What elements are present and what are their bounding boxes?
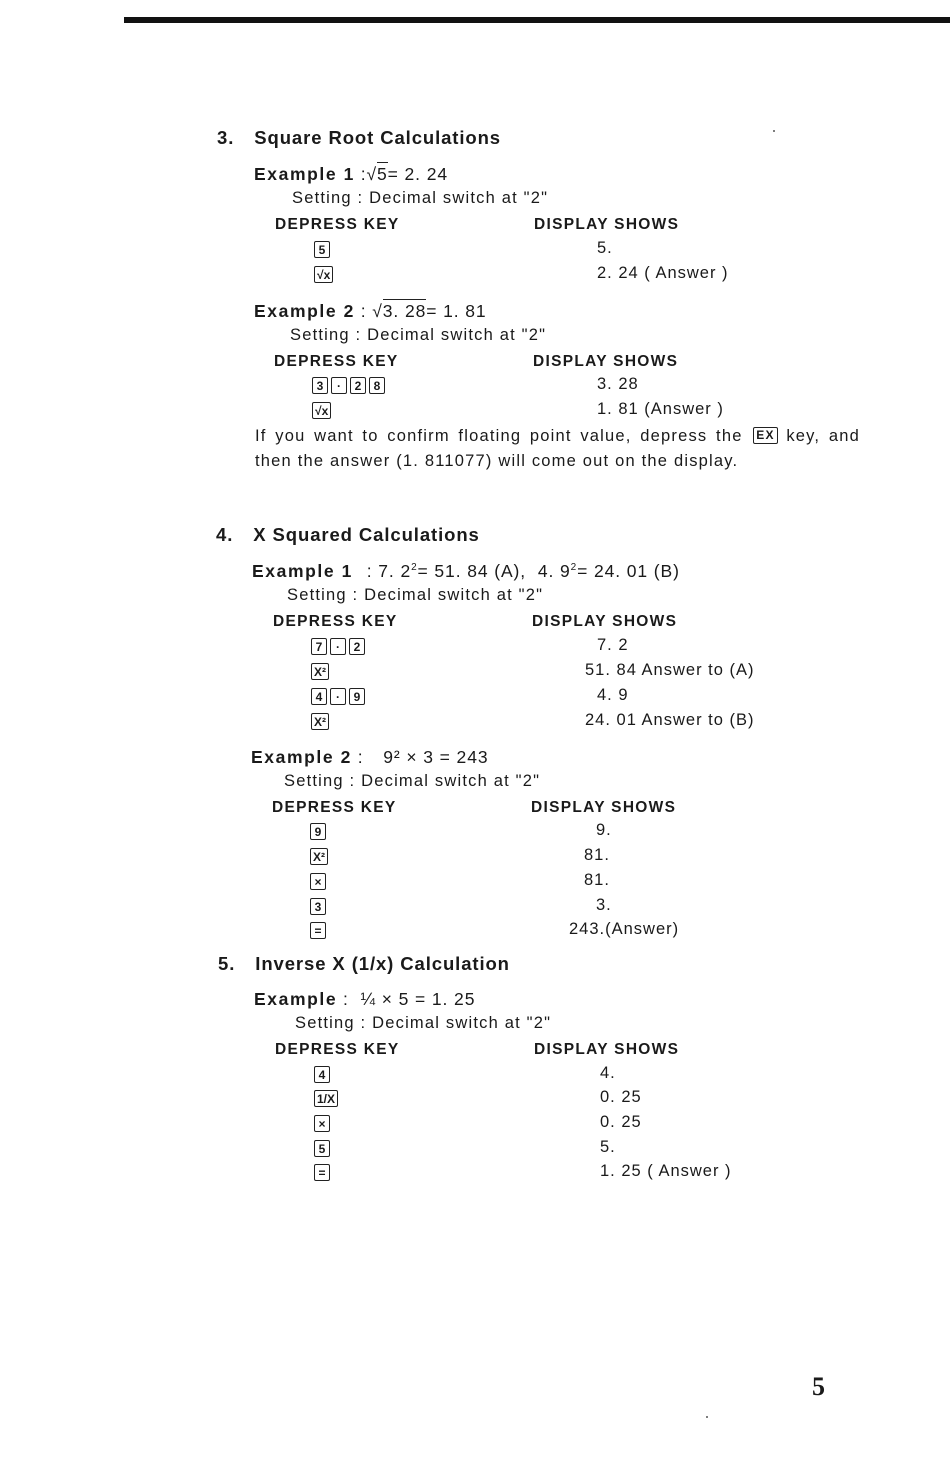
separator: : — [360, 301, 367, 321]
section-title: Inverse X (1/x) Calculation — [255, 953, 510, 974]
section-number: 4. — [216, 524, 234, 545]
expression: ¼ × 5 = 1. 25 — [360, 989, 476, 1009]
note-text: key, and then the answer (1. 811077) will come out on the display. — [255, 427, 860, 470]
key-5[interactable]: 5 — [314, 241, 330, 258]
col-depress-key: DEPRESS KEY — [272, 799, 397, 816]
key-decimal[interactable]: · — [331, 377, 347, 394]
display-value: 51. 84 Answer to (A) — [585, 661, 755, 679]
separator: : — [366, 561, 373, 581]
key-ex[interactable]: EX — [753, 427, 777, 444]
table-row — [314, 1115, 330, 1132]
example-3-2-line: Example 2 : √3. 28= 1. 81 — [254, 301, 487, 321]
display-value: 9. — [596, 821, 612, 839]
radicand: 3. 28 — [382, 301, 427, 321]
example-label: Example 2 — [251, 747, 352, 767]
col-display-shows: DISPLAY SHOWS — [534, 1041, 680, 1058]
display-value: 5. — [600, 1138, 616, 1156]
table-row — [314, 1164, 330, 1181]
display-value: 0. 25 — [600, 1088, 642, 1106]
table-row — [310, 848, 328, 865]
display-value: 0. 25 — [600, 1113, 642, 1131]
top-rule — [124, 17, 950, 23]
result: = 2. 24 — [387, 164, 448, 184]
section-5-heading — [218, 953, 510, 975]
col-depress-key: DEPRESS KEY — [275, 1041, 400, 1058]
expression-b: 4. 9 — [537, 561, 571, 581]
display-value: 4. — [600, 1064, 616, 1082]
exponent: 2 — [570, 562, 578, 574]
key-5[interactable]: 5 — [314, 1140, 330, 1157]
key-4[interactable]: 4 — [314, 1066, 330, 1083]
separator: : — [360, 164, 367, 184]
expression: 9² × 3 = 243 — [383, 747, 489, 767]
key-multiply[interactable]: × — [310, 873, 326, 890]
display-value: 24. 01 Answer to (B) — [585, 711, 755, 729]
table-row — [311, 713, 329, 730]
table-row — [310, 898, 326, 915]
table-row — [314, 266, 333, 283]
floating-point-note — [255, 424, 860, 473]
section-title: Square Root Calculations — [254, 127, 501, 148]
key-8[interactable]: 8 — [369, 377, 385, 394]
table-row — [314, 1090, 338, 1107]
col-depress-key: DEPRESS KEY — [273, 613, 398, 630]
separator: : — [357, 747, 364, 767]
key-equals[interactable]: = — [310, 922, 326, 939]
display-value: 2. 24 ( Answer ) — [597, 264, 729, 282]
display-value: 7. 2 — [597, 636, 629, 654]
expression-a: 7. 2 — [378, 561, 412, 581]
exponent: 2 — [411, 562, 418, 574]
col-display-shows: DISPLAY SHOWS — [534, 216, 680, 233]
key-7[interactable]: 7 — [311, 638, 327, 655]
example-4-1-line — [252, 561, 680, 582]
display-value: 5. — [597, 239, 613, 257]
key-4[interactable]: 4 — [311, 688, 327, 705]
key-2[interactable]: 2 — [350, 377, 366, 394]
col-depress-key: DEPRESS KEY — [274, 353, 399, 370]
key-multiply[interactable]: × — [314, 1115, 330, 1132]
section-title: X Squared Calculations — [253, 524, 480, 545]
key-3[interactable]: 3 — [312, 377, 328, 394]
note-text: If you want to confirm floating point value, depress the — [255, 427, 743, 445]
speck — [773, 130, 775, 132]
setting-3-2: Setting : Decimal switch at "2" — [290, 326, 547, 344]
table-row — [310, 873, 326, 890]
section-4-heading — [216, 524, 480, 546]
key-sqrt[interactable]: √x — [314, 266, 333, 283]
speck — [706, 1416, 708, 1418]
example-label: Example 2 — [254, 301, 355, 321]
table-row — [314, 1140, 330, 1157]
example-label: Example — [254, 989, 338, 1009]
col-depress-key: DEPRESS KEY — [275, 216, 400, 233]
table-row — [314, 241, 330, 258]
example-5-line — [254, 989, 475, 1010]
display-value: 1. 25 ( Answer ) — [600, 1162, 732, 1180]
table-row — [312, 377, 385, 394]
table-row — [312, 402, 331, 419]
setting-5: Setting : Decimal switch at "2" — [295, 1014, 552, 1032]
col-display-shows: DISPLAY SHOWS — [531, 799, 677, 816]
expression-a-result: = 51. 84 (A), — [417, 561, 527, 581]
key-decimal[interactable]: · — [330, 688, 346, 705]
display-value: 1. 81 (Answer ) — [597, 400, 724, 418]
table-row — [310, 922, 326, 939]
separator: : — [342, 989, 349, 1009]
example-3-1-line: Example 1 :√5= 2. 24 — [254, 164, 448, 184]
setting-4-2: Setting : Decimal switch at "2" — [284, 772, 541, 790]
display-value: 81. — [584, 871, 610, 889]
example-4-2-line — [251, 747, 488, 768]
key-x-squared[interactable]: X² — [311, 663, 329, 680]
col-display-shows: DISPLAY SHOWS — [532, 613, 678, 630]
example-label: Example 1 — [252, 561, 353, 581]
expression-b-result: = 24. 01 (B) — [577, 561, 680, 581]
example-label: Example 1 — [254, 164, 355, 184]
table-row — [311, 688, 365, 705]
setting-4-1: Setting : Decimal switch at "2" — [287, 586, 544, 604]
display-value: 81. — [584, 846, 610, 864]
section-number: 5. — [218, 953, 236, 974]
setting-3-1: Setting : Decimal switch at "2" — [292, 189, 549, 207]
key-decimal[interactable]: · — [330, 638, 346, 655]
table-row — [311, 638, 365, 655]
display-value: 3. — [596, 896, 612, 914]
key-2[interactable]: 2 — [349, 638, 365, 655]
table-row — [314, 1066, 330, 1083]
key-equals[interactable]: = — [314, 1164, 330, 1181]
key-reciprocal[interactable]: 1/X — [314, 1090, 338, 1107]
key-3[interactable]: 3 — [310, 898, 326, 915]
result: = 1. 81 — [426, 301, 487, 321]
key-x-squared[interactable]: X² — [311, 713, 329, 730]
table-row — [311, 663, 329, 680]
section-number: 3. — [217, 127, 235, 148]
key-9[interactable]: 9 — [349, 688, 365, 705]
section-3-heading — [217, 127, 501, 149]
key-x-squared[interactable]: X² — [310, 848, 328, 865]
col-display-shows: DISPLAY SHOWS — [533, 353, 679, 370]
key-9[interactable]: 9 — [310, 823, 326, 840]
key-sqrt[interactable]: √x — [312, 402, 331, 419]
radicand: 5 — [377, 164, 388, 184]
page-number: 5 — [812, 1372, 825, 1401]
display-value: 3. 28 — [597, 375, 639, 393]
display-value: 243.(Answer) — [569, 920, 680, 938]
table-row — [310, 823, 326, 840]
display-value: 4. 9 — [597, 686, 629, 704]
